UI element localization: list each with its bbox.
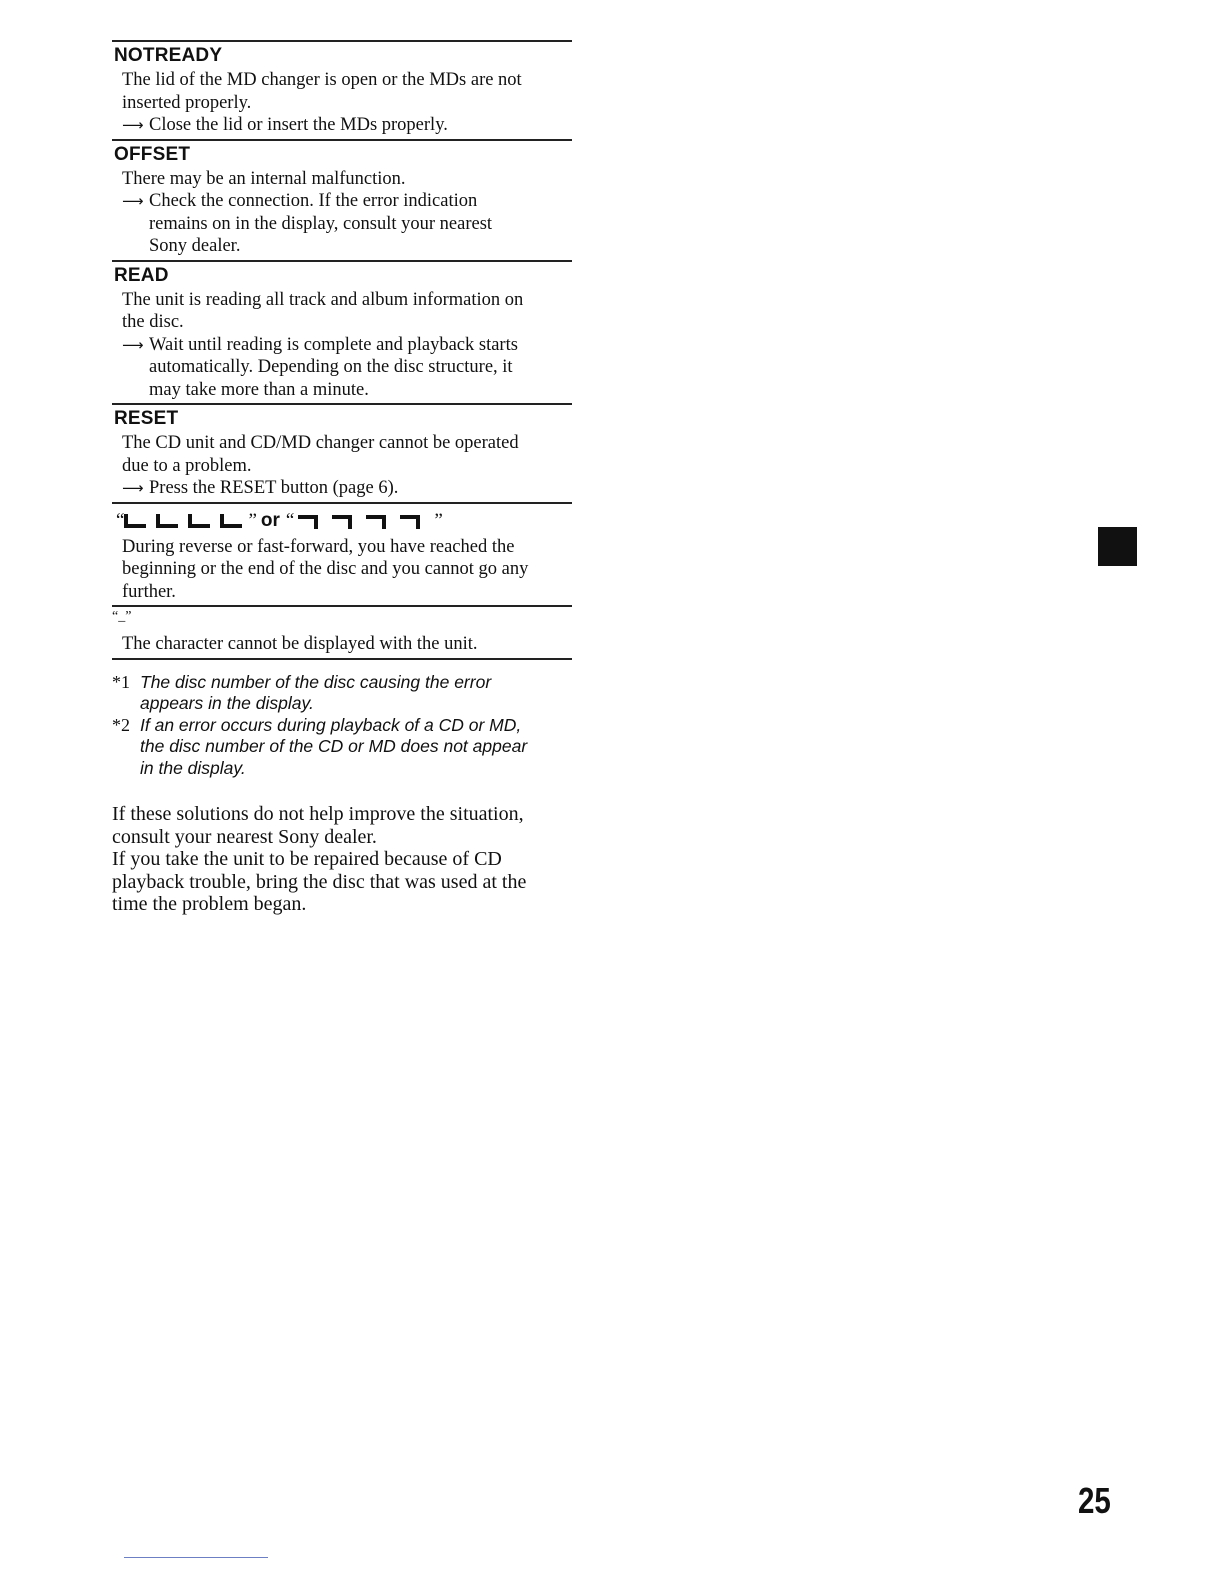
entry-underscore [112,605,572,660]
underscore-heading: “_” [112,609,132,624]
entry-heading: RESET [114,408,179,429]
text-line: The character cannot be displayed with the unit. [122,634,478,654]
bottom-rule [124,1557,268,1558]
text-line: Sony dealer. [149,236,241,256]
entry-offset [112,139,572,260]
footnotes [112,672,572,780]
arrow-icon: ⟶ [122,479,144,497]
text-line: in the display. [140,757,246,778]
or-label: or [260,509,280,531]
text-line: automatically. Depending on the disc structure, it [149,357,513,377]
text-line: During reverse or fast-forward, you have reached the [122,536,515,557]
close-quote: ” [434,509,443,531]
text-line: beginning or the end of the disc and you cannot go any [122,559,529,579]
segment-display-heading [116,508,572,534]
entry-description [122,69,572,137]
text-line: If you take the unit to be repaired because of CD [112,848,502,870]
remedy [122,190,572,258]
error-message-list [112,40,572,916]
entry-description [122,633,572,656]
remedy [122,334,572,402]
text-line: The unit is reading all track and album information on [122,289,524,310]
text-line: Close the lid or insert the MDs properly. [149,115,448,135]
text-line: remains on in the display, consult your nearest [149,213,493,234]
text-line: The disc number of the disc causing the error [140,671,492,692]
footnote [112,672,572,715]
text-line: may take more than a minute. [149,379,369,400]
section-tab-marker [1098,527,1137,566]
entry-read [112,260,572,404]
entry-description [122,168,572,258]
text-line: consult your nearest Sony dealer. [112,825,377,848]
entry-notready [112,40,572,139]
text-line: Press the RESET button (page 6). [149,478,399,498]
text-line: There may be an internal malfunction. [122,168,406,189]
open-quote: “ [285,509,295,531]
footnote-mark: *1 [112,671,130,692]
footnote [112,715,572,780]
remedy [122,477,572,500]
entry-description [122,432,572,500]
arrow-icon: ⟶ [122,192,144,210]
open-quote: “ [116,509,125,531]
text-line: time the problem began. [112,893,307,915]
text-line: If an error occurs during playback of a CD or MD, [140,714,522,735]
entry-reset [112,403,572,502]
arrow-icon: ⟶ [122,335,144,354]
text-line: Check the connection. If the error indication [149,191,478,211]
footnote-mark: *2 [112,714,130,735]
text-line: If these solutions do not help improve the situation, [112,803,524,825]
segment-top-bars-icon [294,511,434,531]
close-quote: ” [248,509,257,531]
segment-bottom-bars-icon [124,512,248,530]
text-line: due to a problem. [122,455,252,476]
entry-description [122,536,572,604]
remedy [122,114,572,137]
text-line: Wait until reading is complete and playback starts [149,334,518,355]
text-line: the disc number of the CD or MD does not appear [140,736,528,756]
entry-heading: OFFSET [114,143,191,165]
text-line: inserted properly. [122,92,252,113]
text-line: The lid of the MD changer is open or the MDs are not [122,70,522,90]
entry-description [122,289,572,402]
entry-segment-limits [112,502,572,606]
text-line: The CD unit and CD/MD changer cannot be operated [122,433,519,453]
text-line: playback trouble, bring the disc that was used at the [112,870,527,893]
closing-advice [112,803,582,916]
entry-heading: READ [114,264,169,286]
arrow-icon: ⟶ [122,116,144,134]
text-line: the disc. [122,312,184,332]
text-line: appears in the display. [140,693,314,713]
page-number: 25 [1078,1480,1111,1521]
text-line: further. [122,581,176,602]
entry-heading: NOTREADY [114,45,223,66]
